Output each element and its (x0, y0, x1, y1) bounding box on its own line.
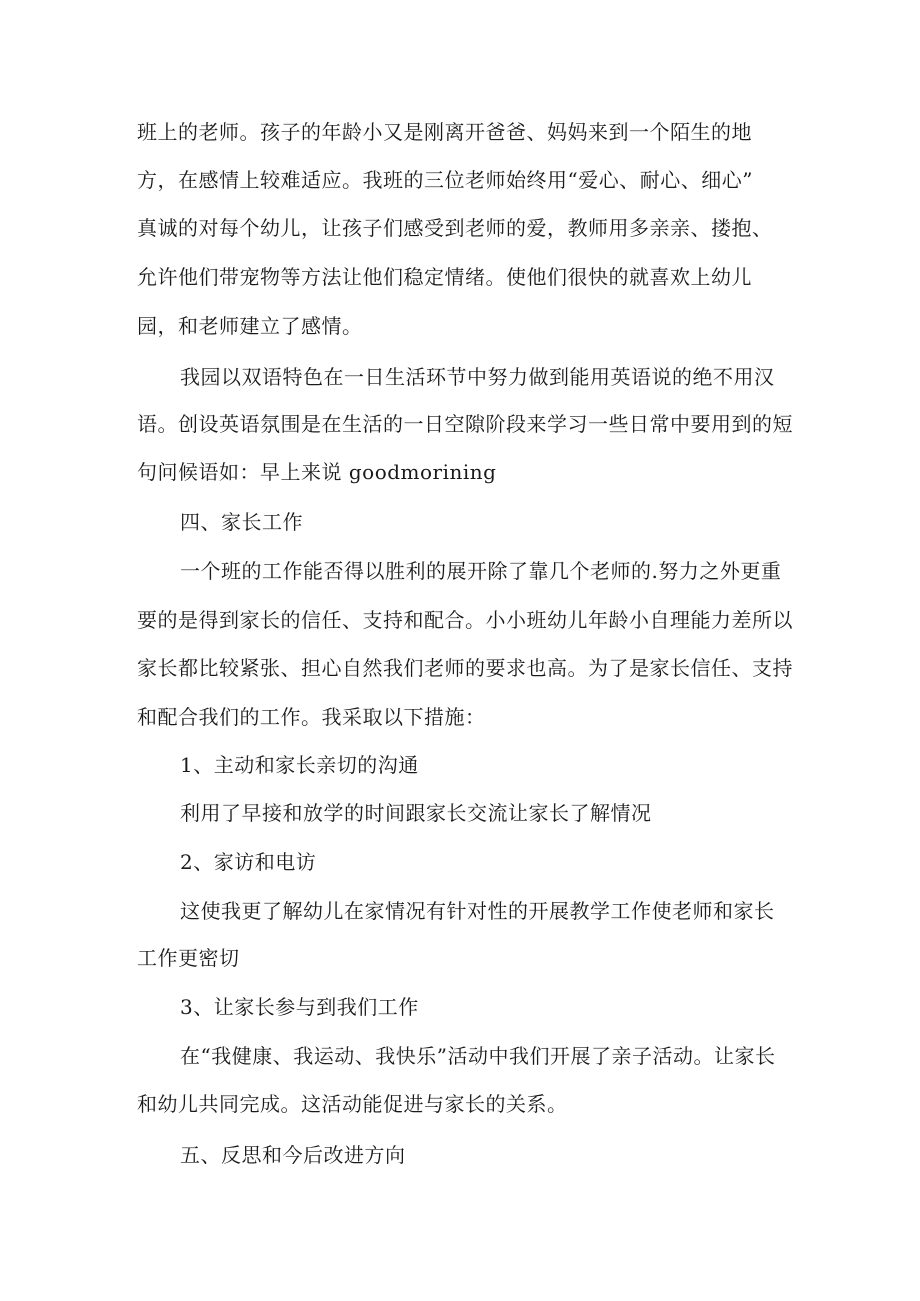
list-item-3: 3、让家长参与到我们工作 (180, 995, 419, 1019)
text-line-11: 要的是得到家长的信任、支持和配合。小小班幼儿年龄小自理能力差所以 (137, 608, 793, 632)
text-line-3: 真诚的对每个幼儿，让孩子们感受到老师的爱，教师用多亲亲、搂抱、 (137, 216, 773, 240)
text-line-21: 和幼儿共同完成。这活动能促进与家长的关系。 (137, 1092, 568, 1116)
text-line-4: 允许他们带宠物等方法让他们稳定情绪。使他们很快的就喜欢上幼儿 (137, 265, 752, 289)
text-line-6: 我园以双语特色在一日生活环节中努力做到能用英语说的绝不用汉 (180, 365, 775, 389)
text-line-10: 一个班的工作能否得以胜利的展开除了靠几个老师的.努力之外更重 (180, 559, 782, 583)
text-line-5: 园，和老师建立了感情。 (137, 314, 363, 338)
list-item-1: 1、主动和家长亲切的沟通 (180, 753, 419, 777)
text-line-18: 工作更密切 (137, 946, 240, 970)
section-heading-parent-work: 四、家长工作 (180, 510, 303, 534)
text-line-1: 班上的老师。孩子的年龄小又是刚离开爸爸、妈妈来到一个陌生的地 (137, 120, 752, 144)
text-line-15: 利用了早接和放学的时间跟家长交流让家长了解情况 (180, 801, 652, 825)
text-line-13: 和配合我们的工作。我采取以下措施： (137, 705, 486, 729)
text-line-8: 句问候语如：早上来说 goodmorining (137, 460, 497, 484)
list-item-2: 2、家访和电访 (180, 850, 317, 874)
text-line-7: 语。创设英语氛围是在生活的一日空隙阶段来学习一些日常中要用到的短 (137, 412, 793, 436)
text-line-20: 在“我健康、我运动、我快乐”活动中我们开展了亲子活动。让家长 (180, 1044, 776, 1068)
text-line-12: 家长都比较紧张、担心自然我们老师的要求也高。为了是家长信任、支持 (137, 656, 793, 680)
section-heading-reflection: 五、反思和今后改进方向 (180, 1143, 406, 1167)
text-line-2: 方，在感情上较难适应。我班的三位老师始终用“爱心、耐心、细心” (137, 168, 753, 192)
text-line-17: 这使我更了解幼儿在家情况有针对性的开展教学工作使老师和家长 (180, 899, 775, 923)
